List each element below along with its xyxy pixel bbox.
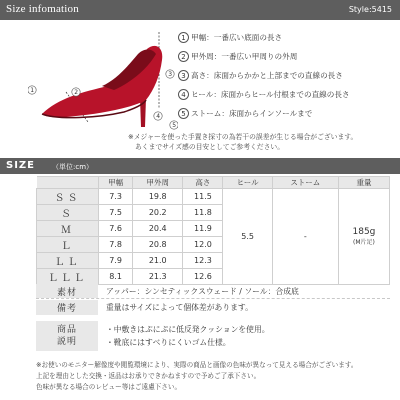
header-girth: 甲外周 <box>133 177 183 189</box>
size-label: ＬＬＬ <box>37 269 99 285</box>
header-height: 高さ <box>183 177 223 189</box>
note-line-1: ※メジャーを使った手置き採寸の為若干の誤差が生じる場合がございます。 <box>128 133 358 141</box>
disclaimer-line-1: ※お使いのモニター解像度や閲覧環境により、実際の商品と画像の色味が異なって見える場合がございます。 <box>36 361 358 369</box>
cell-girth: 19.8 <box>133 189 183 205</box>
material-value: アッパー：シンセティックスウェード / ソール：合成底 <box>106 286 299 296</box>
legend-item-width <box>178 28 398 47</box>
marker-1-label: 1 <box>30 87 35 95</box>
marker-2-label: 2 <box>74 89 79 97</box>
legend-text: 甲外周：一番広い甲周りの外周 <box>191 52 298 61</box>
remarks-row <box>36 300 390 315</box>
size-label: ＬＬ <box>37 253 99 269</box>
cell-width: 7.9 <box>99 253 133 269</box>
cell-heel: 5.5 <box>223 189 272 285</box>
size-section-header <box>0 158 400 174</box>
cell-girth: 21.3 <box>133 269 183 285</box>
size-title: SIZE <box>6 160 36 171</box>
weight-value: 185g <box>352 227 376 237</box>
remarks-value: 重量はサイズによって個体差があります。 <box>106 303 253 312</box>
size-label: ＳＳ <box>37 189 99 205</box>
cell-width: 7.3 <box>99 189 133 205</box>
table-header-blank <box>37 177 99 189</box>
weight-note: (M片足) <box>353 239 375 246</box>
features-label <box>36 321 98 351</box>
header-heel: ヒール <box>223 177 272 189</box>
disclaimer <box>36 360 396 393</box>
size-label: Ｓ <box>37 205 99 221</box>
size-label: Ｌ <box>37 237 99 253</box>
cell-girth: 20.2 <box>133 205 183 221</box>
marker-3-label: 3 <box>168 71 173 79</box>
cell-height: 12.0 <box>183 237 223 253</box>
header-weight: 重量 <box>338 177 389 189</box>
cell-girth: 20.8 <box>133 237 183 253</box>
remarks-label: 備考 <box>36 300 98 315</box>
cell-width: 7.8 <box>99 237 133 253</box>
size-label: Ｍ <box>37 221 99 237</box>
legend-text: 高さ：床面からかかと上部までの直線の長さ <box>191 71 343 80</box>
cell-width: 8.1 <box>99 269 133 285</box>
number-2-icon: 2 <box>178 51 189 62</box>
table-row <box>37 189 390 205</box>
cell-weight <box>338 189 389 285</box>
legend-text: ストーム：床面からインソールまで <box>191 109 313 118</box>
disclaimer-line-3: 色味が異なる場合のレビュー等はご遠慮下さい。 <box>36 383 182 391</box>
legend-item-heel <box>178 85 398 104</box>
cell-girth: 21.0 <box>133 253 183 269</box>
marker-4-label: 4 <box>156 113 161 121</box>
number-3-icon: 3 <box>178 70 189 81</box>
features-label-line-2: 説明 <box>56 337 77 347</box>
number-1-icon: 1 <box>178 32 189 43</box>
legend-item-storm <box>178 104 398 123</box>
shoe-image <box>28 28 178 133</box>
page-title: Size infomation <box>6 3 79 15</box>
cell-height: 11.8 <box>183 205 223 221</box>
feature-item: ・中敷きはぷにぷに低反発クッションを使用。 <box>106 325 270 334</box>
legend-item-height <box>178 66 398 85</box>
features-row <box>36 321 390 351</box>
cell-height: 12.6 <box>183 269 223 285</box>
feature-item: ・靴底にはすべりにくいゴム仕様。 <box>106 338 231 347</box>
note-line-2: あくまでサイズ感の目安としてご参考ください。 <box>135 143 284 151</box>
legend-item-girth <box>178 47 398 66</box>
cell-height: 11.9 <box>183 221 223 237</box>
features-label-line-1: 商品 <box>56 325 77 335</box>
cell-storm: - <box>272 189 338 285</box>
disclaimer-line-2: 上記を理由とした交換・返品はお承りできかねますので予めご了承下さい。 <box>36 372 261 380</box>
material-label: 素材 <box>36 284 98 298</box>
cell-width: 7.5 <box>99 205 133 221</box>
features-value <box>98 321 390 351</box>
measurement-note <box>128 132 398 152</box>
material-row <box>36 284 390 299</box>
legend-text: 甲幅：一番広い底面の長さ <box>191 33 283 42</box>
size-unit: （単位:cm） <box>52 163 94 171</box>
cell-height: 12.3 <box>183 253 223 269</box>
size-table <box>36 176 390 285</box>
header-storm: ストーム <box>272 177 338 189</box>
cell-height: 11.5 <box>183 189 223 205</box>
legend-text: ヒール：床面からヒール付根までの直線の長さ <box>191 90 350 99</box>
cell-girth: 20.4 <box>133 221 183 237</box>
marker-5-label: 5 <box>172 122 177 130</box>
number-4-icon: 4 <box>178 89 189 100</box>
size-info-header <box>0 0 400 20</box>
number-5-icon: 5 <box>178 108 189 119</box>
cell-width: 7.6 <box>99 221 133 237</box>
header-width: 甲幅 <box>99 177 133 189</box>
style-number: Style:5415 <box>348 5 392 14</box>
measurement-legend <box>178 28 398 123</box>
